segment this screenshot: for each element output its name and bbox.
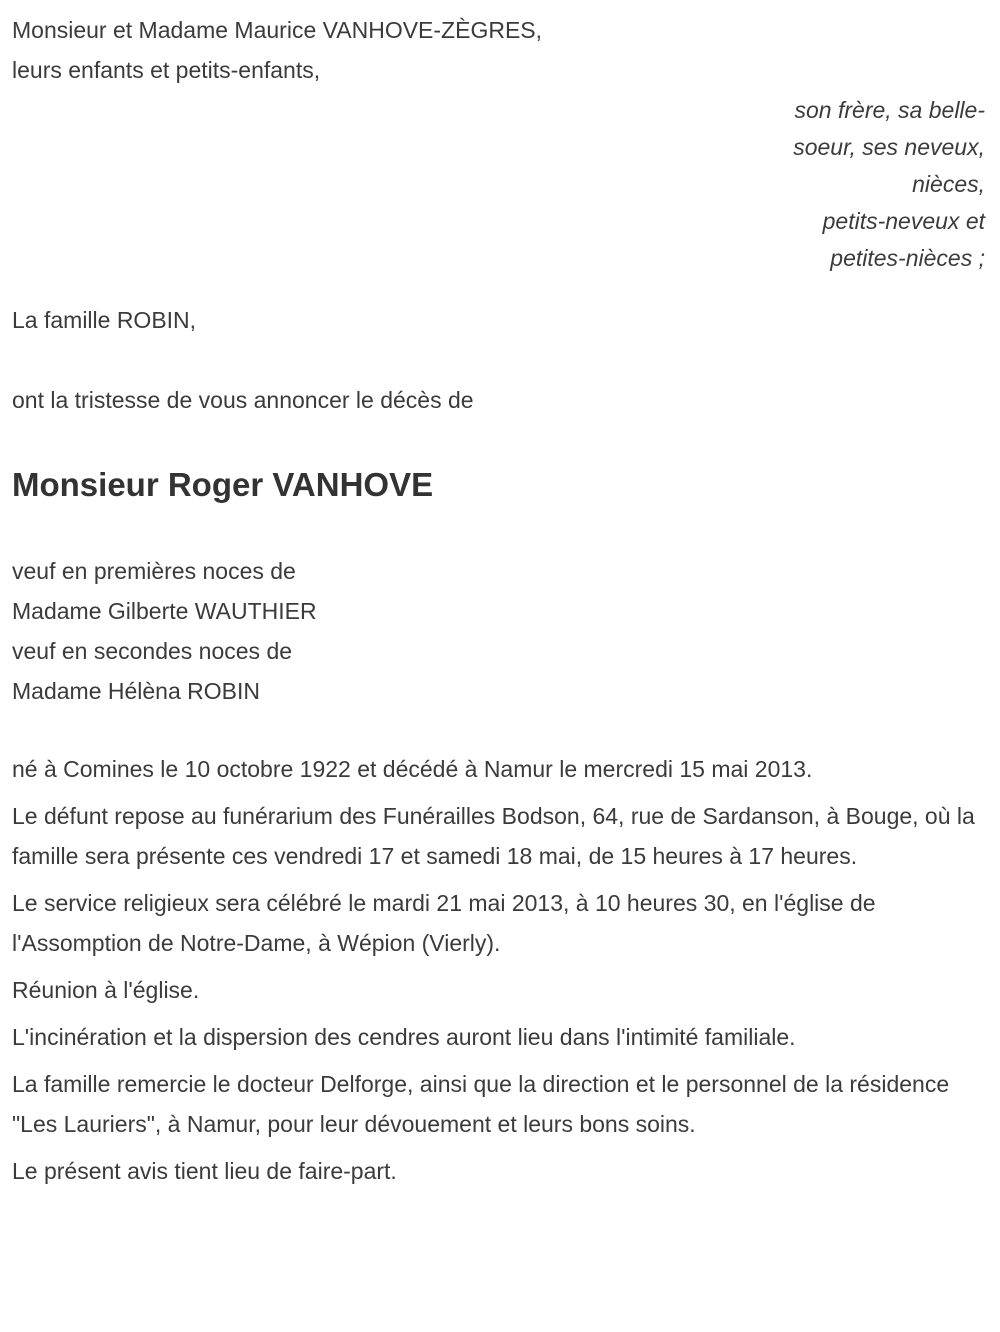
relative-line: nièces, [912,171,985,197]
family-line: La famille ROBIN, [12,307,197,333]
relative-line: petites-nièces ; [830,245,985,271]
paragraph-birth-death: né à Comines le 10 octobre 1922 et décédé à Namur le mercredi 15 mai 2013. [12,756,813,783]
body-paragraphs [12,749,985,1191]
announce-line: ont la tristesse de vous annoncer le décès de [12,387,474,413]
relatives-block [12,92,985,277]
paragraph-reunion: Réunion à l'église. [12,977,200,1004]
marital-line: veuf en secondes noces de [12,638,293,665]
marital-line: Madame Hélèna ROBIN [12,678,260,705]
relative-line: soeur, ses neveux, [793,134,985,160]
marital-line: Madame Gilberte WAUTHIER [12,598,317,625]
paragraph-cremation: L'incinération et la dispersion des cendres auront lieu dans l'intimité familiale. [12,1024,796,1051]
paragraph-notice: Le présent avis tient lieu de faire-part. [12,1158,397,1185]
paragraph-funeral-home: Le défunt repose au funérarium des Funérailles Bodson, 64, rue de Sardanson, à Bouge, où la famille sera présente ces vendredi 17 et samedi 18 mai, de 15 heures à 17 heures. [12,803,975,870]
intro-line-children: leurs enfants et petits-enfants, [12,57,321,83]
intro-line-announcers: Monsieur et Madame Maurice VANHOVE-ZÈGRES, [12,17,543,43]
relative-line: petits-neveux et [822,208,985,234]
paragraph-religious-service: Le service religieux sera célébré le mardi 21 mai 2013, à 10 heures 30, en l'église de l'Assomption de Notre-Dame, à Wépion (Vierly). [12,890,876,957]
paragraph-thanks: La famille remercie le docteur Delforge, ainsi que la direction et le personnel de la résidence "Les Lauriers", à Namur, pour leur dévouement et leurs bons soins. [12,1071,950,1138]
marital-line: veuf en premières noces de [12,558,296,585]
deceased-name: Monsieur Roger VANHOVE [12,466,434,503]
marital-status-block [12,551,985,711]
relative-line: son frère, sa belle- [794,97,985,123]
